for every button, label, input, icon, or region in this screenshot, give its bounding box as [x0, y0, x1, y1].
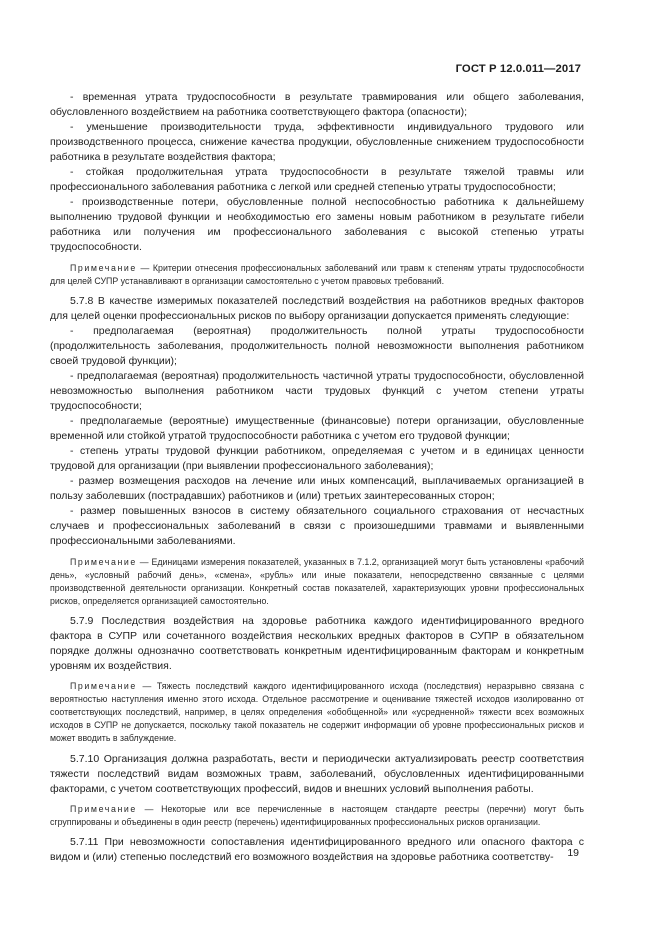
note — [50, 680, 584, 745]
list-item: - предполагаемая (вероятная) продолжительность частичной утраты трудоспособности, обусловленной невозможностью выполнения работником части трудовых функций с учетом степени утраты трудоспособности; — [50, 369, 584, 413]
list-item: - размер повышенных взносов в систему обязательного социального страхования от несчастных случаев и профессиональных заболеваний в связи с произошедшими травмами и выявленными профессиональными заболеваниями. — [50, 505, 584, 548]
note-text: — Единицами измерения показателей, указанных в 7.1.2, организацией могут быть установлены «рабочий день», «условный рабочий день», «смена», «рубль» или иные показатели, непосредственно связанные с целями производственной деятельности организации. Конкретный состав показателей, характеризующих уровни профессиональных рисков, определяется организацией самостоятельно. — [50, 556, 584, 606]
note — [50, 803, 584, 829]
note — [50, 262, 584, 288]
list-item: - уменьшение производительности труда, эффективности индивидуального трудового или производственного процесса, снижение качества продукции, обусловленные снижением трудоспособности работника в результате воздействия фактора; — [50, 121, 584, 164]
list-item: - стойкая продолжительная утрата трудоспособности в результате тяжелой травмы или профессионального заболевания работника с легкой или средней степенью утраты трудоспособности; — [50, 166, 584, 194]
list-item: - предполагаемые (вероятные) имущественные (финансовые) потери организации, обусловленные временной или стойкой утратой трудоспособности работника с учетом его трудовой функции; — [50, 415, 584, 443]
list-item: - предполагаемая (вероятная) продолжительность полной утраты трудоспособности (продолжительность заболевания, продолжительность полной невозможности выполнения работником своей трудовой функции); — [50, 324, 584, 367]
note-text: — Некоторые или все перечисленные в настоящем стандарте реестры (перечни) могут быть сгруппированы и объединены в один реестр (перечень) идентифицированных профессиональных рисков организации. — [50, 803, 584, 827]
note-label: Примечание — [70, 556, 137, 567]
note-label: Примечание — [70, 803, 137, 814]
note-text: — Тяжесть последствий каждого идентифицированного исхода (последствия) неразрывно связана с вероятностью наступления именно этого исхода. Отдельное рассмотрение и оценивание тяжестей исходов изолированно от соответствующих последствий, например, в целях определения «обобщенной» или «усредненной» тяжести всех возможных исходов в СУПР не допускается, поскольку такой показатель не содержит информации об уровне профессиональных рисков и может вводить в заблуждение. — [50, 681, 584, 744]
clause-5-7-8: 5.7.8 В качестве измеримых показателей последствий воздействия на работников вредных факторов для целей оценки профессиональных рисков по выбору организации допускается применять следующие: — [50, 294, 584, 322]
list-item: - временная утрата трудоспособности в результате травмирования или общего заболевания, обусловленного воздействием на работника соответствующего фактора (опасности); — [50, 91, 584, 119]
note-text: — Критерии отнесения профессиональных заболеваний или травм к степеням утраты трудоспособности для целей СУПР устанавливают в организации самостоятельно с учетом правовых требований. — [50, 262, 584, 286]
list-item: - размер возмещения расходов на лечение или иных компенсаций, выплачиваемых организацией в пользу заболевших (пострадавших) работников и (или) третьих заинтересованных сторон; — [50, 475, 584, 503]
note — [50, 556, 584, 608]
clause-5-7-9: 5.7.9 Последствия воздействия на здоровье работника каждого идентифицированного вредного фактора в СУПР или сочетанного воздействия нескольких вредных факторов в СУПР в обязательном порядке должны однозначно соответствовать конкретным идентифицированным факторам и конкретным уровням их воздействия. — [50, 614, 584, 673]
list-item: - производственные потери, обусловленные полной неспособностью работника к дальнейшему выполнению трудовой функции и необходимостью его замены новым работником в результате гибели работника или получения им профессионального заболевания с высокой степенью утраты трудоспособности. — [50, 196, 584, 254]
clause-5-7-10: 5.7.10 Организация должна разработать, вести и периодически актуализировать реестр соответствия тяжести последствий видам возможных травм, заболеваний, обусловленных идентифицированными факторами, с учетом соответствующих профессий, видов и внешних условий выполнения работы. — [50, 752, 584, 795]
note-label: Примечание — [70, 262, 137, 273]
page-number: 19 — [567, 847, 579, 859]
document-header: ГОСТ Р 12.0.011—2017 — [455, 63, 581, 75]
page-content — [50, 90, 584, 865]
list-item: - степень утраты трудовой функции работником, определяемая с учетом и в единицах ценности трудовой для организации (при выявлении профессионального заболевания); — [50, 445, 584, 473]
note-label: Примечание — [70, 681, 137, 692]
clause-5-7-11: 5.7.11 При невозможности сопоставления идентифицированного вредного или опасного фактора с видом и (или) степенью последствий его возможного воздействия на здоровье работника соответству- — [50, 835, 584, 863]
